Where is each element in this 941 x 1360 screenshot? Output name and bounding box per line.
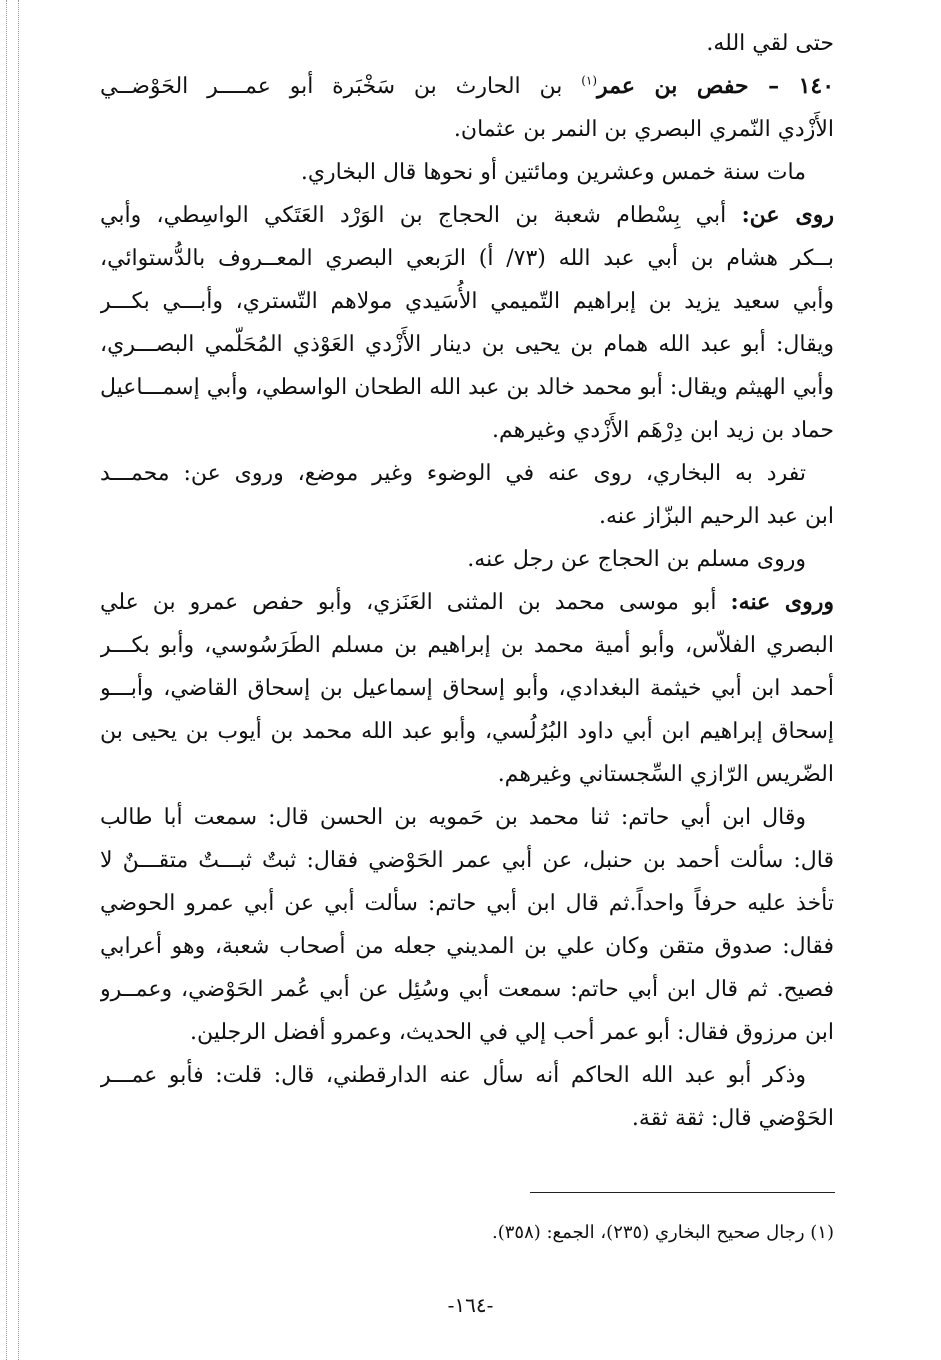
- text-line-19: وقال ابن أبي حاتم: ثنا محمد بن حَمويه بن الحسن قال: سمعت أبا طالب: [100, 805, 806, 830]
- text-line-18: الضّريس الرّازي السِّجستاني وغيرهم.: [497, 762, 834, 787]
- text-line-7: وأبي سعيد يزيد بن إبراهيم التّميمي الأُسَيدي مولاهم التّستري، وأبـــي بكـــر: [100, 289, 834, 314]
- rawa-an-text: أبي بِسْطام شعبة بن الحجاج بن الوَرْد العَتَكي الواسِطي، وأبي: [100, 203, 727, 228]
- text-line-24: ابن مرزوق فقال: أبو عمر أحب إلي في الحديث، وعمرو أفضل الرجلين.: [189, 1020, 834, 1045]
- text-line-1: حتى لقي الله.: [706, 31, 834, 56]
- text-line-3: الأَزْدي النّمري البصري بن النمر بن عثمان.: [453, 117, 834, 142]
- text-line-6: بــكر هشام بن أبي عبد الله (٧٣/ أ) الرَبعي البصري المعــروف بالدُّستوائي،: [100, 246, 834, 271]
- text-line-12: ابن عبد الرحيم البزّاز عنه.: [599, 504, 834, 529]
- text-line-16: أحمد ابن أبي خيثمة البغدادي، وأبو إسحاق إسماعيل بن إسحاق القاضي، وأبـــو: [100, 676, 834, 701]
- text-line-17: إسحاق إبراهيم ابن أبي داود البُرُلُسي، وأبو عبد الله محمد بن أيوب بن يحيى بن: [100, 719, 834, 744]
- entry-heading-line: [100, 65, 834, 108]
- text-line-22: فقال: صدوق متقن وكان علي بن المديني جعله من أصحاب شعبة، وهو أعرابي: [100, 934, 834, 959]
- text-line-10: حماد بن زيد ابن دِرْهَم الأَزْدي وغيرهم.: [491, 418, 834, 443]
- rawa-anhu-text: أبو موسى محمد بن المثنى العَنَزي، وأبو حفص عمرو بن علي: [100, 590, 717, 615]
- binding-dots-left-2: [18, 0, 19, 1360]
- text-line-15: البصري الفلاّس، وأبو أمية محمد بن إبراهيم بن مسلم الطَرَسُوسي، وأبو بكـــر: [100, 633, 834, 658]
- binding-dots-left: [6, 0, 7, 1360]
- text-line-26: الحَوْضي قال: ثقة ثقة.: [631, 1106, 834, 1131]
- label-rawa-an: روى عن:: [741, 202, 834, 228]
- text-line-23: فصيح. ثم قال ابن أبي حاتم: سمعت أبي وسُئِل عن أبي عُمر الحَوْضي، وعمــرو: [100, 977, 834, 1002]
- footnote: (١) رجال صحيح البخاري (٢٣٥)، الجمع: (٣٥٨).: [491, 1222, 834, 1243]
- label-rawa-anhu: وروى عنه:: [730, 589, 834, 615]
- rawa-anhu-line: [100, 581, 834, 624]
- page-body: [100, 22, 834, 1140]
- text-line-25: وذكر أبو عبد الله الحاكم أنه سأل عنه الدارقطني، قال: قلت: فأبو عمـــر: [100, 1063, 806, 1088]
- footnote-ref: (١): [581, 73, 598, 88]
- entry-heading: ١٤٠ – حفص بن عمر: [597, 73, 834, 99]
- text-line-13: وروى مسلم بن الحجاج عن رجل عنه.: [467, 547, 806, 572]
- text-line-21: تأخذ عليه حرفاً واحداً.ثم قال ابن أبي حاتم: سألت أبي عن أبي عمرو الحوضي: [100, 891, 834, 916]
- entry-heading-rest: بن الحارث بن سَخْبَرة أبو عمــــر الحَوْضــي: [100, 74, 563, 99]
- rawa-an-line: [100, 194, 834, 237]
- footnote-separator: [530, 1192, 835, 1193]
- text-line-20: قال: سألت أحمد بن حنبل، عن أبي عمر الحَوْضي فقال: ثبتٌ ثبـــتٌ متقـــنٌ لا: [100, 848, 834, 873]
- page-number: -١٦٤-: [447, 1293, 494, 1317]
- text-line-9: وأبي الهيثم ويقال: أبو محمد خالد بن عبد الله الطحان الواسطي، وأبي إسمـــاعيل: [100, 375, 834, 400]
- text-line-11: تفرد به البخاري، روى عنه في الوضوء وغير موضع، وروى عن: محمـــد: [100, 461, 806, 486]
- text-line-8: ويقال: أبو عبد الله همام بن يحيى بن دينار الأَزْدي العَوْذي المُحَلّمي البصـــري،: [100, 332, 834, 357]
- text-line-4: مات سنة خمس وعشرين ومائتين أو نحوها قال البخاري.: [300, 160, 806, 185]
